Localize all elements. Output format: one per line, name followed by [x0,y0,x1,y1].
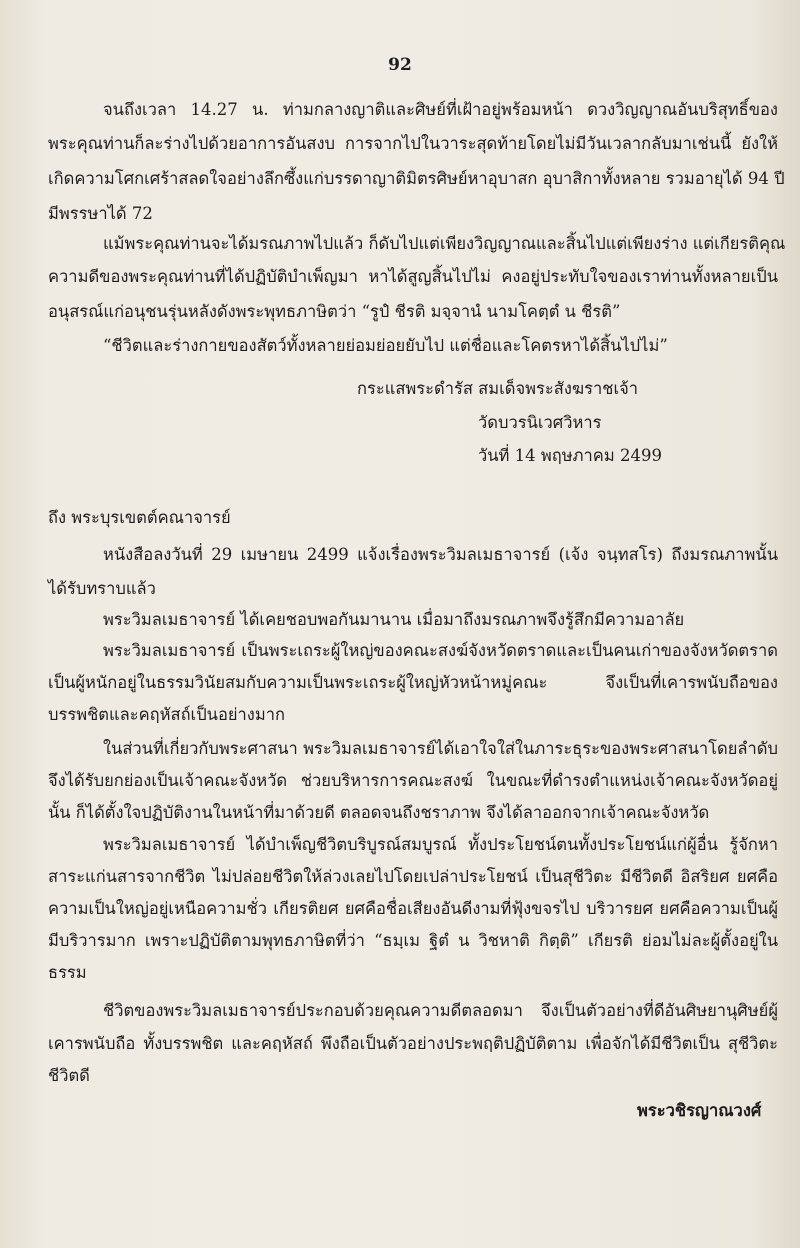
text-line: ความเป็นใหญ่อยู่เหนือความชั่ว เกียรติยศ ยศคือชื่อเสียงอันดีงามที่ฟุ้งขจรไป บริวารยศ ยศคือความเป็นผู้ [48,899,778,918]
text-line: เป็นผู้หนักอยู่ในธรรมวินัยสมกับความเป็นพระเถระผู้ใหญ่หัวหน้าหมู่คณะ จึงเป็นที่เคารพนับถือของ [48,673,778,692]
text-line: ชีวิตดี [48,1066,90,1085]
text-line: นั้น ก็ได้ตั้งใจปฏิบัติงานในหน้าที่มาด้วยดี ตลอดจนถึงชราภาพ จึงได้ลาออกจากเจ้าคณะจังหวัด [48,803,710,822]
text-line: พระคุณท่านก็ละร่างไปด้วยอาการอันสงบ การจากไปในวาระสุดท้ายโดยไม่มีวันเวลากลับมาเช่นนี้ ยังให้ [48,134,778,153]
text-line: พระวิมลเมธาจารย์ เป็นพระเถระผู้ใหญ่ของคณะสงฆ์จังหวัดตราดและเป็นคนเก่าของจังหวัดตราด [103,641,778,660]
text-line: มีบริวารมาก เพราะปฏิบัติตามพุทธภาษิตที่ว่า “ธมฺเม ฐิตํ น วิชหาติ กิตฺติ” เกียรติ ย่อมไม่ละผู้ตั้งอยู่ใน [48,931,778,950]
text-line: พระวิมลเมธาจารย์ ได้เคยชอบพอกันมานาน เมื่อมาถึงมรณภาพจึงรู้สึกมีความอาลัย [103,610,685,629]
signature-name: พระวชิรญาณวงศ์ [637,1101,762,1120]
text-line: มีพรรษาได้ 72 [48,204,153,223]
text-line: บรรพชิตและคฤหัสถ์เป็นอย่างมาก [48,705,285,724]
salutation: ถึง พระบุรเขตต์คณาจารย์ [48,508,231,527]
text-line: แม้พระคุณท่านจะได้มรณภาพไปแล้ว ก็ดับไปแต่เพียงวิญญาณและสิ้นไปแต่เพียงร่าง แต่เกียรติคุณ [103,234,786,253]
temple-name: วัดบวรนิเวศวิหาร [478,413,602,432]
text-line: อนุสรณ์แก่อนุชนรุ่นหลังดังพระพุทธภาษิตว่า “รูปํ ชีรติ มจฺจานํ นามโคตฺตํ น ชีรติ” [48,302,621,321]
text-line: ได้รับทราบแล้ว [48,579,156,598]
text-line: ความดีของพระคุณท่านที่ได้ปฏิบัติบำเพ็ญมา หาได้สูญสิ้นไปไม่ คงอยู่ประทับใจของเราท่านทั้งหลายเป็น [48,267,778,286]
quote-line: “ชีวิตและร่างกายของสัตว์ทั้งหลายย่อมย่อยยับไป แต่ชื่อและโคตรหาได้สิ้นไปไม่” [103,336,668,355]
text-line: เคารพนับถือ ทั้งบรรพชิต และคฤหัสถ์ พึงถือเป็นตัวอย่างประพฤติปฏิบัติตาม เพื่อจักได้มีชีวิตเป็น สุชีวิตะ [48,1034,778,1053]
letter-date: วันที่ 14 พฤษภาคม 2499 [478,446,662,465]
text-line: ธรรม [48,963,87,982]
page-number: 92 [388,55,412,75]
text-line: จนถึงเวลา 14.27 น. ท่ามกลางญาติและศิษย์ที่เฝ้าอยู่พร้อมหน้า ดวงวิญญาณอันบริสุทธิ์ของ [103,100,778,119]
text-line: หนังสือลงวันที่ 29 เมษายน 2499 แจ้งเรื่องพระวิมลเมธาจารย์ (เจ้ง จนฺทสโร) ถึงมรณภาพนั้น [103,545,778,564]
text-line: จึงได้รับยกย่องเป็นเจ้าคณะจังหวัด ช่วยบริหารการคณะสงฆ์ ในขณะที่ดำรงตำแหน่งเจ้าคณะจังหวัดอยู่ [48,771,778,790]
text-line: ชีวิตของพระวิมลเมธาจารย์ประกอบด้วยคุณความดีตลอดมา จึงเป็นตัวอย่างที่ดีอันศิษยานุศิษย์ผู้ [103,1001,778,1020]
text-line: สาระแก่นสารจากชีวิต ไม่ปล่อยชีวิตให้ล่วงเลยไปโดยเปล่าประโยชน์ เป็นสุชีวิตะ มีชีวิตดี อิสริยศ ยศคือ [48,867,778,886]
text-line: เกิดความโศกเศร้าสลดใจอย่างลึกซึ้งแก่บรรดาญาติมิตรศิษย์หาอุบาสก อุบาสิกาทั้งหลาย รวมอายุได้ 94 ปี [48,169,785,188]
text-line: ในส่วนที่เกี่ยวกับพระศาสนา พระวิมลเมธาจารย์ได้เอาใจใส่ในภาระธุระของพระศาสนาโดยลำดับ [103,739,778,758]
signature-title: กระแสพระดำรัส สมเด็จพระสังฆราชเจ้า [357,379,639,398]
text-line: พระวิมลเมธาจารย์ ได้บำเพ็ญชีวิตบริบูรณ์สมบูรณ์ ทั้งประโยชน์ตนทั้งประโยชน์แก่ผู้อื่น รู้จักหา [103,835,778,854]
